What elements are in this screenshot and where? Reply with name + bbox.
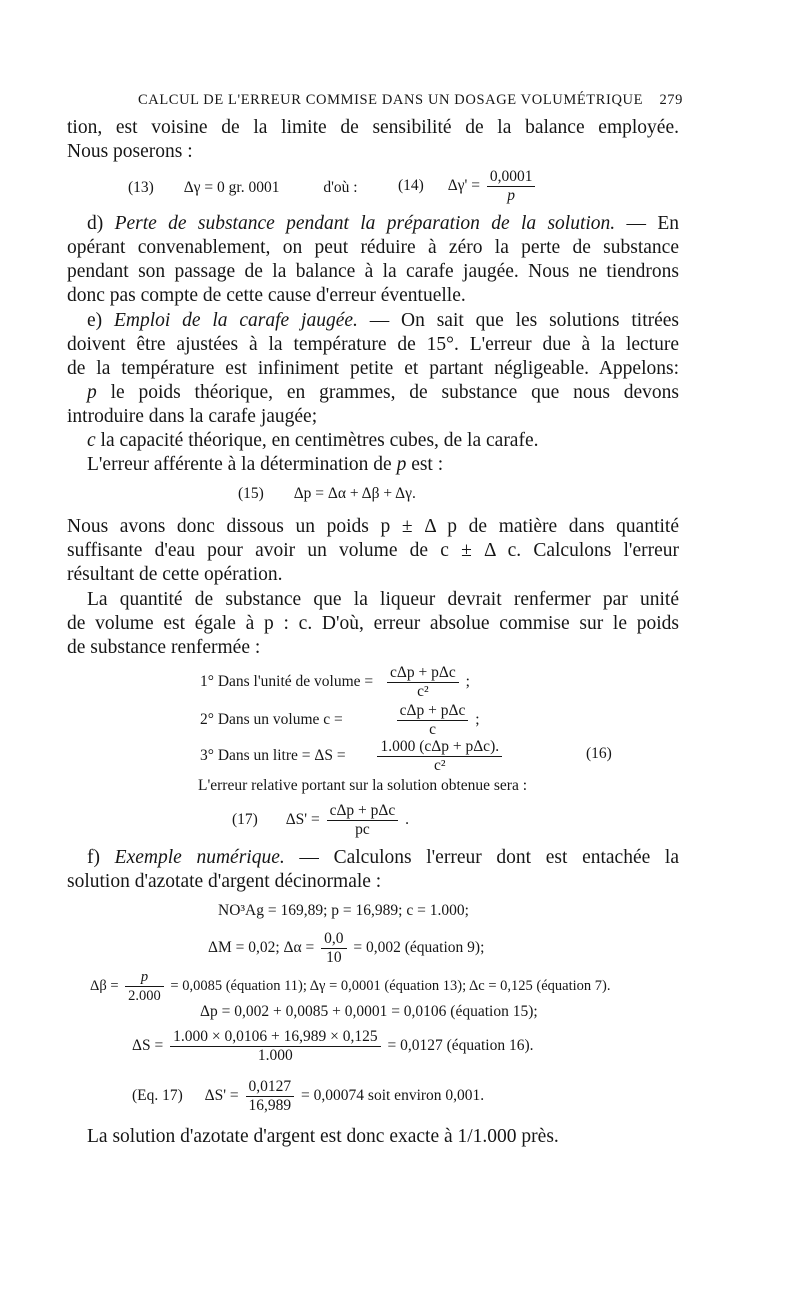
numeric-line-2	[208, 930, 484, 967]
fraction	[397, 702, 469, 739]
body-line: tion, est voisine de la limite de sensibilité de la balance employée.	[67, 117, 679, 138]
equation-lhs: Δβ =	[90, 977, 119, 994]
equation-rhs: = 0,0127 (équation 16).	[387, 1037, 534, 1055]
body-line: opérant convenablement, on peut réduire à zéro la perte de substance	[67, 237, 679, 258]
section-text: — En	[615, 213, 679, 234]
body-line: solution d'azotate d'argent décinormale :	[67, 871, 382, 892]
case-label: 3° Dans un litre = ΔS =	[200, 747, 346, 765]
numeric-line-1: NO³Ag = 169,89; p = 16,989; c = 1.000;	[218, 902, 469, 919]
equation-connector: d'où :	[323, 179, 358, 196]
numerator: 1.000 × 0,0106 + 16,989 × 0,125	[170, 1028, 380, 1047]
denominator: c	[429, 721, 436, 738]
equation-lhs: Δγ' =	[447, 177, 480, 195]
body-line: donc pas compte de cette cause d'erreur éventuelle.	[67, 285, 466, 306]
body-line	[87, 453, 679, 477]
section-text: — Calculons l'erreur dont est entachée la	[284, 847, 679, 868]
variable: p	[87, 382, 97, 403]
equation-number: (13)	[128, 179, 154, 196]
fraction	[327, 802, 399, 839]
denominator: 10	[326, 949, 342, 966]
numeric-line-3	[90, 968, 610, 1005]
body-line: de la température est infiniment petite et partant négligeable. Appelons:	[67, 358, 679, 379]
section-f-heading	[87, 846, 679, 870]
section-label: e)	[87, 310, 103, 331]
equation-body: Δp = Δα + Δβ + Δγ.	[293, 485, 416, 502]
body-line: de volume est égale à p : c. D'où, erreur absolue commise sur le poids	[67, 613, 679, 634]
text: L'erreur afférente à la détermination de	[87, 454, 397, 475]
section-d-heading	[87, 212, 679, 236]
section-title: Exemple numérique.	[114, 847, 285, 868]
equation-16-number: (16)	[586, 745, 612, 762]
denominator: c²	[417, 683, 429, 700]
section-e-heading	[87, 309, 679, 333]
equation-rhs: = 0,0085 (équation 11); Δγ = 0,0001 (équation 13); Δc = 0,125 (équation 7).	[170, 977, 611, 994]
equation-lhs: ΔM = 0,02; Δα =	[208, 939, 315, 957]
equation-lhs: ΔS =	[132, 1037, 164, 1055]
numeric-line-4: Δp = 0,002 + 0,0085 + 0,0001 = 0,0106 (équation 15);	[200, 1003, 538, 1020]
definition-p	[87, 381, 679, 405]
fraction	[246, 1078, 295, 1115]
equation-rhs: = 0,00074 soit environ 0,001.	[301, 1087, 485, 1105]
numerator: p	[125, 968, 164, 987]
body-line: Nous poserons :	[67, 141, 193, 162]
fraction	[125, 968, 164, 1005]
denominator: pc	[355, 821, 370, 838]
section-title: Emploi de la carafe jaugée.	[114, 310, 358, 331]
body-line: pendant son passage de la balance à la carafe jaugée. Nous ne tiendrons	[67, 261, 679, 282]
equation-body: Δγ = 0 gr. 0001	[183, 179, 280, 196]
variable: p	[396, 454, 407, 475]
relative-error-intro: L'erreur relative portant sur la solution obtenue sera :	[198, 777, 528, 794]
definition-c	[87, 429, 679, 453]
equation-lhs: ΔS' =	[204, 1087, 239, 1105]
definition-text: le poids théorique, en grammes, de substance que nous devons	[96, 382, 679, 403]
numeric-line-5	[132, 1028, 534, 1065]
denominator: 16,989	[248, 1097, 292, 1114]
body-line: introduire dans la carafe jaugée;	[67, 406, 318, 427]
body-line: doivent être ajustées à la température de 15°. L'erreur due à la lecture	[67, 334, 679, 355]
body-line: Nous avons donc dissous un poids p ± Δ p de matière dans quantité	[67, 516, 679, 537]
punctuation: .	[405, 811, 410, 829]
denominator: p	[507, 187, 515, 204]
equation-13	[128, 178, 358, 198]
case-label: 2° Dans un volume c =	[200, 711, 343, 729]
header-title: CALCUL DE L'ERREUR COMMISE DANS UN DOSAGE VOLUMÉTRIQUE	[138, 92, 644, 108]
section-label: f)	[87, 847, 100, 868]
fraction	[387, 664, 459, 701]
numerator: cΔp + pΔc	[327, 802, 399, 821]
case-3-equation	[200, 738, 505, 775]
variable: c	[87, 430, 96, 451]
punctuation: ;	[465, 673, 470, 691]
fraction	[487, 168, 536, 205]
body-line: de substance renfermée :	[67, 637, 261, 658]
text: est :	[406, 454, 444, 475]
equation-number: (14)	[398, 177, 424, 195]
running-header	[138, 92, 683, 109]
numerator: 0,0	[321, 930, 346, 949]
case-1-equation	[200, 664, 470, 701]
numerator: 0,0127	[246, 1078, 295, 1097]
body-line: La quantité de substance que la liqueur devrait renfermer par unité	[87, 589, 679, 610]
equation-14	[398, 168, 538, 205]
equation-rhs: = 0,002 (équation 9);	[353, 939, 485, 957]
numerator: cΔp + pΔc	[387, 664, 459, 683]
equation-15	[238, 484, 416, 504]
fraction	[377, 738, 502, 775]
section-text: — On sait que les solutions titrées	[357, 310, 680, 331]
equation-17	[232, 802, 409, 839]
page-number: 279	[659, 92, 683, 108]
case-label: 1° Dans l'unité de volume =	[200, 673, 374, 691]
definition-text: la capacité théorique, en centimètres cubes, de la carafe.	[95, 430, 539, 451]
conclusion-line: La solution d'azotate d'argent est donc exacte à 1/1.000 près.	[87, 1126, 559, 1147]
punctuation: ;	[475, 711, 480, 729]
body-line: suffisante d'eau pour avoir un volume de c ± Δ c. Calculons l'erreur	[67, 540, 679, 561]
numerator: cΔp + pΔc	[397, 702, 469, 721]
denominator: c²	[434, 757, 446, 774]
section-title: Perte de substance pendant la préparation de la solution.	[114, 213, 616, 234]
denominator: 1.000	[257, 1047, 293, 1064]
section-label: d)	[87, 213, 104, 234]
equation-lhs: ΔS' =	[285, 811, 320, 829]
numerator: 1.000 (cΔp + pΔc).	[377, 738, 502, 757]
equation-number: (Eq. 17)	[132, 1087, 183, 1105]
fraction	[321, 930, 346, 967]
numeric-line-6	[132, 1078, 484, 1115]
body-line: résultant de cette opération.	[67, 564, 283, 585]
fraction	[170, 1028, 380, 1065]
equation-number: (15)	[238, 485, 264, 502]
equation-number: (17)	[232, 811, 258, 829]
numerator: 0,0001	[487, 168, 536, 187]
case-2-equation	[200, 702, 480, 739]
denominator: 2.000	[128, 988, 161, 1004]
